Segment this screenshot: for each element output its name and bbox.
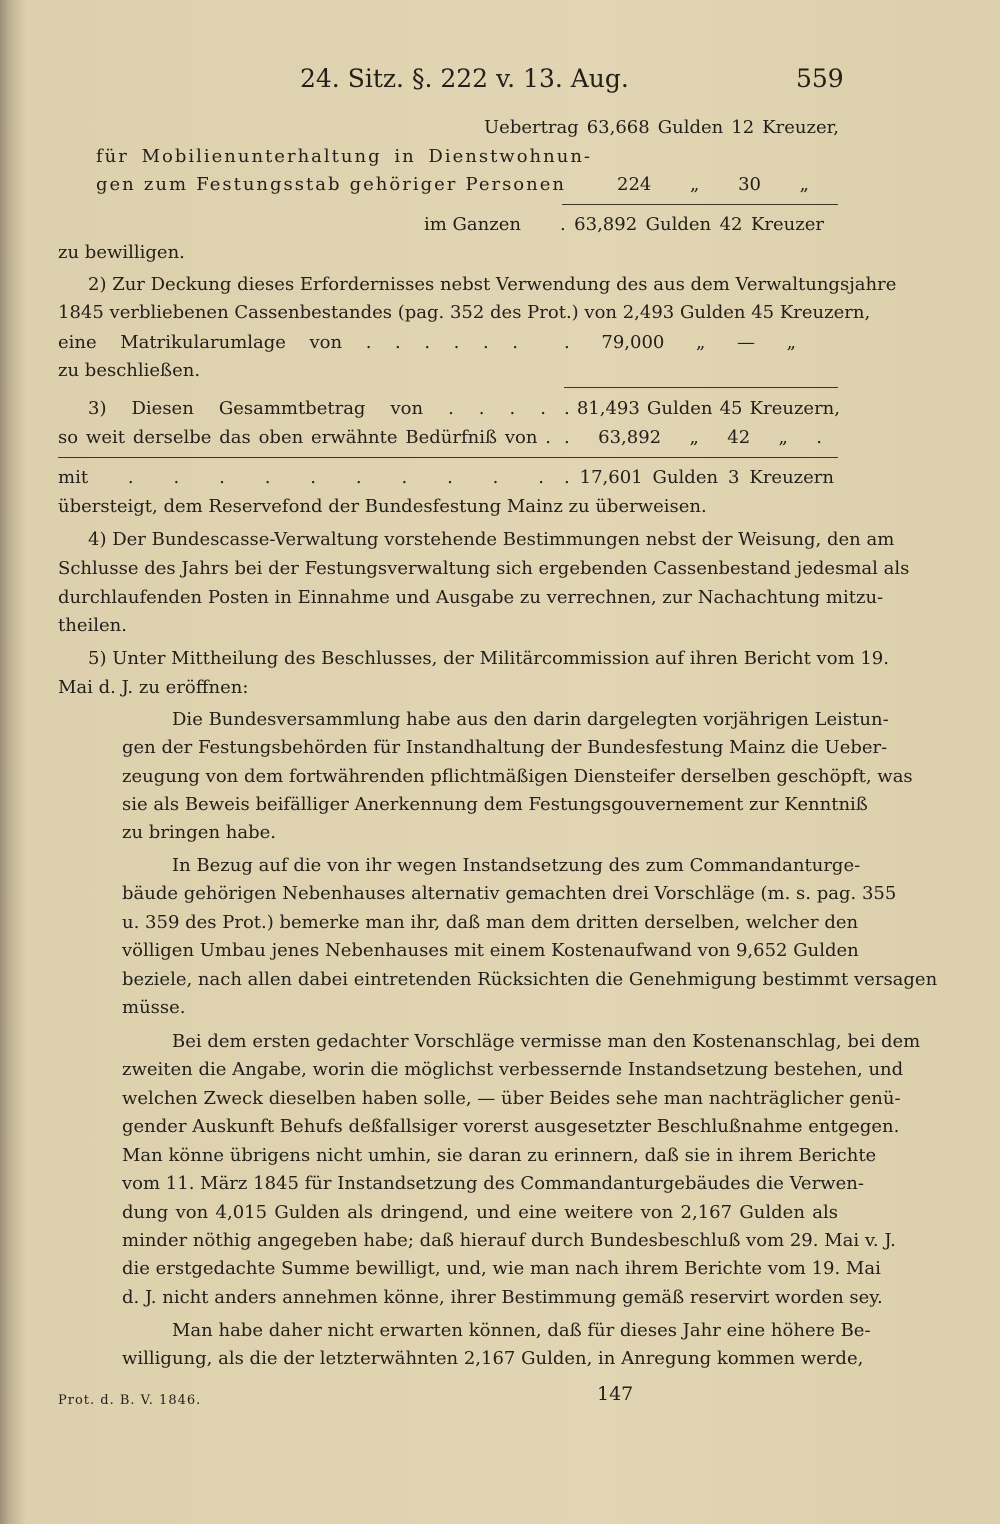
amount-cell: . 63,892 „ 42 „ . — [564, 427, 822, 448]
text-line: 5) Unter Mittheilung des Beschlusses, der Militärcommission auf ihren Bericht vom 19. — [88, 648, 889, 669]
text-line: Man könne übrigens nicht umhin, sie daran zu erinnern, daß sie in ihrem Berichte — [122, 1145, 877, 1166]
text-line: In Bezug auf die von ihr wegen Instandsetzung des zum Commandanturge- — [172, 855, 861, 876]
text-line: willigung, als die der letzterwähnten 2,167 Gulden, in Anregung kommen werde, — [122, 1348, 864, 1369]
text-line: gender Auskunft Behufs deßfallsiger vorerst ausgesetzter Beschlußnahme entgegen. — [122, 1116, 900, 1137]
text-line: übersteigt, dem Reservefond der Bundesfestung Mainz zu überweisen. — [58, 496, 707, 517]
text-line: Schlusse des Jahrs bei der Festungsverwaltung sich ergebenden Cassenbestand jedesmal als — [58, 558, 910, 579]
header-title: 24. Sitz. §. 222 v. 13. Aug. — [300, 64, 629, 93]
text-line: zeugung von dem fortwährenden pflichtmäßigen Diensteifer derselben geschöpft, was — [122, 766, 913, 787]
text-line: minder nöthig angegeben habe; daß hierauf durch Bundesbeschluß vom 29. Mai v. J. — [122, 1230, 896, 1251]
total-label: im Ganzen — [424, 214, 521, 235]
text-line: bäude gehörigen Nebenhauses alternativ gemachten drei Vorschläge (m. s. pag. 355 — [122, 883, 897, 904]
text-line: so weit derselbe das oben erwähnte Bedürfniß von . — [58, 427, 551, 448]
sum-rule — [562, 204, 838, 205]
sum-rule — [564, 387, 838, 388]
running-header — [0, 64, 1000, 104]
text-line: eine Matrikularumlage von . . . . . . — [58, 332, 518, 353]
amount-cell: . 17,601 Gulden 3 Kreuzern — [564, 467, 834, 488]
text-line: Bei dem ersten gedachter Vorschläge vermisse man den Kostenanschlag, bei dem — [172, 1031, 921, 1052]
carry-over-line: Uebertrag 63,668 Gulden 12 Kreuzer, — [484, 117, 839, 138]
amount-cell: . 79,000 „ — „ — [564, 332, 796, 353]
signature-mark: Prot. d. B. V. 1846. — [58, 1393, 202, 1408]
text-line: zu beschließen. — [58, 360, 201, 381]
sheet-number: 147 — [597, 1383, 634, 1405]
text-line: zu bewilligen. — [58, 242, 185, 263]
text-line: 3) Diesen Gesammtbetrag von . . . . — [88, 398, 546, 419]
text-line: zweiten die Angabe, worin die möglichst verbessernde Instandsetzung bestehen, und — [122, 1059, 904, 1080]
text-line: mit . . . . . . . . . . — [58, 467, 544, 488]
text-line: 1845 verbliebenen Cassenbestandes (pag. 352 des Prot.) von 2,493 Gulden 45 Kreuzern, — [58, 302, 871, 323]
text-line: vom 11. März 1845 für Instandsetzung des Commandanturgebäudes die Verwen- — [122, 1173, 864, 1194]
text-line: 2) Zur Deckung dieses Erfordernisses nebst Verwendung des aus dem Verwaltungsjahre — [88, 274, 897, 295]
text-line: sie als Beweis beifälliger Anerkennung dem Festungsgouvernement zur Kenntniß — [122, 794, 868, 815]
text-line: müsse. — [122, 997, 186, 1018]
text-line: durchlaufenden Posten in Einnahme und Ausgabe zu verrechnen, zur Nachachtung mitzu- — [58, 587, 884, 608]
text-line: dung von 4,015 Gulden als dringend, und eine weitere von 2,167 Gulden als — [122, 1202, 838, 1223]
text-line: d. J. nicht anders annehmen könne, ihrer Bestimmung gemäß reservirt worden sey. — [122, 1287, 883, 1308]
text-line: beziele, nach allen dabei eintretenden Rücksichten die Genehmigung bestimmt versagen — [122, 969, 938, 990]
sum-rule — [58, 457, 838, 458]
amount-cell: 224 „ 30 „ — [617, 174, 809, 195]
text-line: Die Bundesversammlung habe aus den darin dargelegten vorjährigen Leistun- — [172, 709, 889, 730]
amount-cell: . 63,892 Gulden 42 Kreuzer — [560, 214, 824, 235]
text-line: Mai d. J. zu eröffnen: — [58, 677, 249, 698]
text-line: gen zum Festungsstab gehöriger Personen — [96, 174, 566, 195]
text-line: für Mobilienunterhaltung in Dienstwohnun- — [96, 146, 592, 167]
text-line: Man habe daher nicht erwarten können, daß für dieses Jahr eine höhere Be- — [172, 1320, 871, 1341]
text-line: theilen. — [58, 615, 127, 636]
text-line: welchen Zweck dieselben haben solle, — über Beides sehe man nachträglicher genü- — [122, 1088, 901, 1109]
text-line: völligen Umbau jenes Nebenhauses mit einem Kostenaufwand von 9,652 Gulden — [122, 940, 859, 961]
text-line: gen der Festungsbehörden für Instandhaltung der Bundesfestung Mainz die Ueber- — [122, 737, 888, 758]
text-line: 4) Der Bundescasse-Verwaltung vorstehende Bestimmungen nebst der Weisung, den am — [88, 529, 895, 550]
text-line: u. 359 des Prot.) bemerke man ihr, daß man dem dritten derselben, welcher den — [122, 912, 859, 933]
amount-cell: . 81,493 Gulden 45 Kreuzern, — [564, 398, 840, 419]
text-line: zu bringen habe. — [122, 822, 276, 843]
page-number: 559 — [796, 64, 844, 93]
text-line: die erstgedachte Summe bewilligt, und, wie man nach ihrem Berichte vom 19. Mai — [122, 1258, 881, 1279]
